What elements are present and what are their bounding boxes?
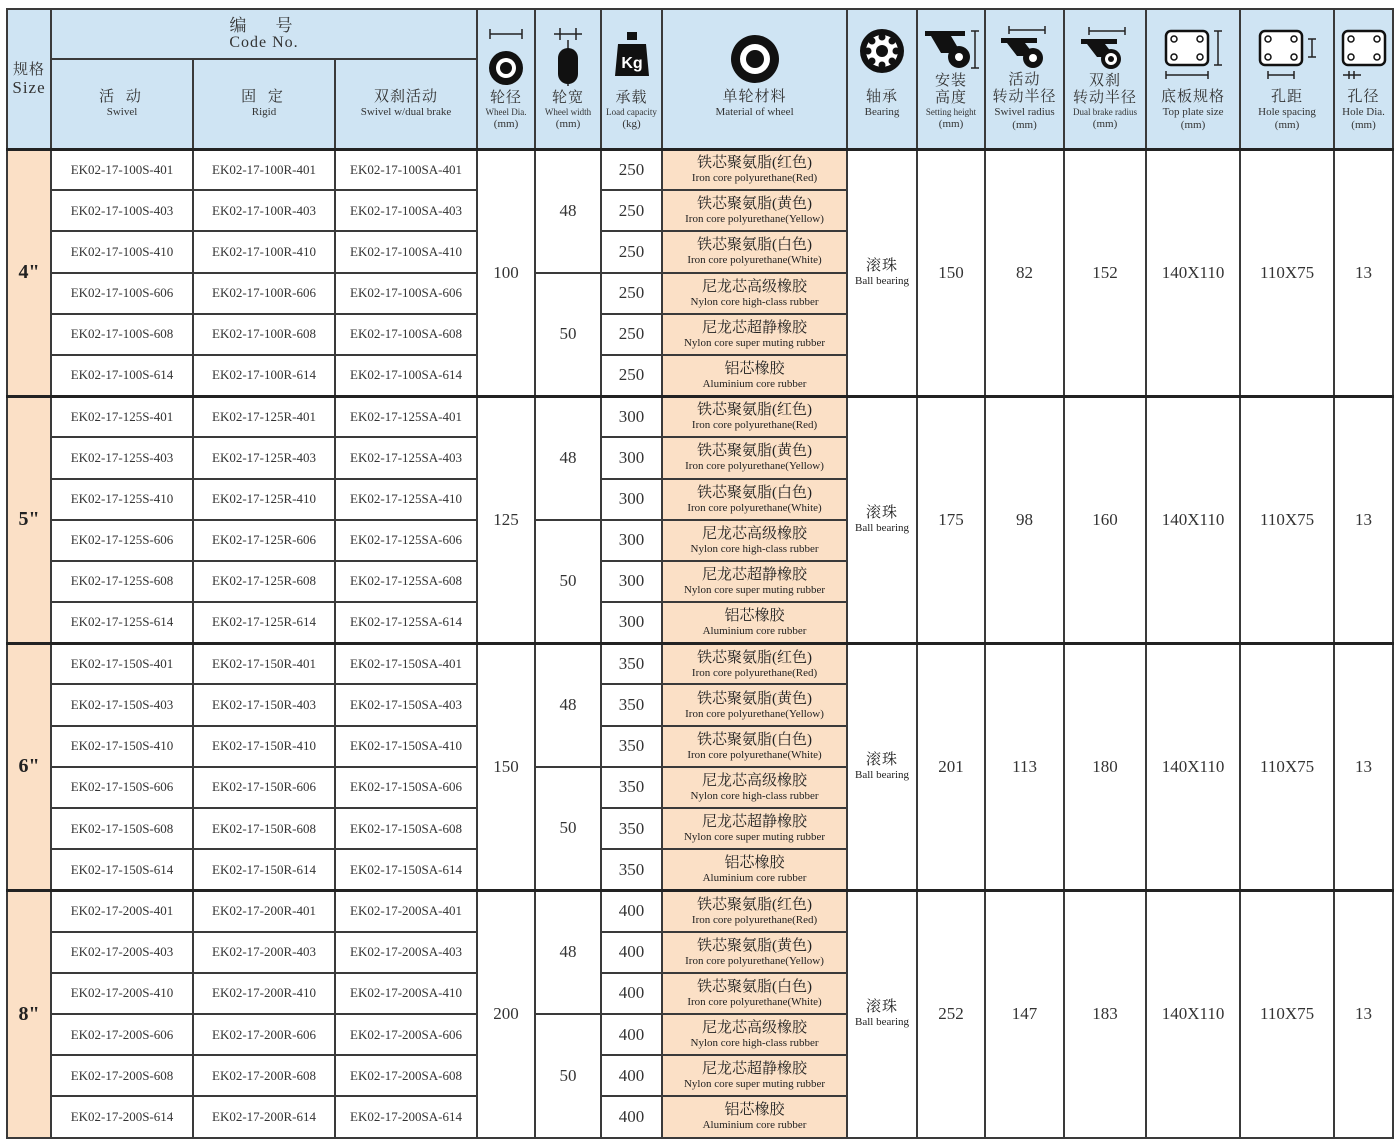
load-cell: 350 bbox=[601, 767, 662, 808]
material-cell bbox=[662, 767, 847, 808]
header-top-plate: 底板规格 Top plate size (mm) bbox=[1146, 9, 1240, 149]
load-cell: 250 bbox=[601, 355, 662, 396]
rigid-code: EK02-17-125R-606 bbox=[193, 520, 335, 561]
rigid-code: EK02-17-200R-410 bbox=[193, 973, 335, 1014]
material-zh: 铁芯聚氨脂(黄色) bbox=[697, 196, 813, 213]
swivel-brake-code: EK02-17-200SA-614 bbox=[335, 1096, 477, 1137]
material-zh: 尼龙芯超静橡胶 bbox=[702, 319, 808, 336]
rigid-code: EK02-17-200R-614 bbox=[193, 1096, 335, 1137]
material-cell bbox=[662, 479, 847, 520]
rigid-code: EK02-17-100R-606 bbox=[193, 273, 335, 314]
dual-brake-radius-icon bbox=[1075, 27, 1135, 71]
load-cell: 300 bbox=[601, 520, 662, 561]
swivel-brake-code: EK02-17-100SA-410 bbox=[335, 231, 477, 272]
swivel-code: EK02-17-200S-401 bbox=[51, 890, 193, 931]
material-en: Nylon core super muting rubber bbox=[683, 336, 826, 349]
header-swivel-radius: 活动 转动半径 Swivel radius (mm) bbox=[985, 9, 1064, 149]
swivel-code: EK02-17-150S-608 bbox=[51, 808, 193, 849]
table-row bbox=[7, 890, 1393, 931]
swivel-code: EK02-17-150S-606 bbox=[51, 767, 193, 808]
swivel-brake-code: EK02-17-100SA-614 bbox=[335, 355, 477, 396]
wheel-width-cell: 48 bbox=[535, 396, 601, 520]
rigid-code: EK02-17-150R-608 bbox=[193, 808, 335, 849]
hole-spacing-cell: 110X75 bbox=[1240, 149, 1334, 396]
material-zh: 铁芯聚氨脂(黄色) bbox=[697, 937, 813, 954]
table-row bbox=[7, 396, 1393, 437]
material-zh: 铝芯橡胶 bbox=[724, 855, 785, 872]
material-en: Aluminium core rubber bbox=[702, 1119, 807, 1132]
swivel-brake-code: EK02-17-200SA-606 bbox=[335, 1014, 477, 1055]
material-cell bbox=[662, 808, 847, 849]
dual-brake-radius-cell: 183 bbox=[1064, 890, 1146, 1137]
bearing-en: Ball bearing bbox=[854, 768, 910, 781]
swivel-code: EK02-17-100S-403 bbox=[51, 190, 193, 231]
dual-brake-radius-cell: 152 bbox=[1064, 149, 1146, 396]
load-cell: 250 bbox=[601, 190, 662, 231]
setting-height-cell: 201 bbox=[917, 643, 985, 890]
material-cell bbox=[662, 932, 847, 973]
material-en: Nylon core super muting rubber bbox=[683, 831, 826, 844]
material-en: Nylon core super muting rubber bbox=[683, 1078, 826, 1091]
material-zh: 铁芯聚氨脂(白色) bbox=[697, 731, 813, 748]
material-en: Iron core polyurethane(Yellow) bbox=[685, 460, 824, 473]
swivel-radius-cell: 113 bbox=[985, 643, 1064, 890]
material-zh: 铁芯聚氨脂(白色) bbox=[697, 484, 813, 501]
bearing-en: Ball bearing bbox=[854, 1016, 910, 1029]
swivel-radius-cell: 82 bbox=[985, 149, 1064, 396]
swivel-code: EK02-17-100S-410 bbox=[51, 231, 193, 272]
hole-dia-cell: 13 bbox=[1334, 643, 1393, 890]
swivel-brake-code: EK02-17-125SA-608 bbox=[335, 561, 477, 602]
rigid-code: EK02-17-200R-401 bbox=[193, 890, 335, 931]
swivel-brake-code: EK02-17-125SA-614 bbox=[335, 602, 477, 643]
swivel-code: EK02-17-100S-614 bbox=[51, 355, 193, 396]
material-zh: 尼龙芯高级橡胶 bbox=[702, 1020, 808, 1037]
material-cell bbox=[662, 149, 847, 190]
bearing-cell bbox=[847, 149, 917, 396]
top-plate-cell: 140X110 bbox=[1146, 149, 1240, 396]
swivel-brake-code: EK02-17-150SA-614 bbox=[335, 849, 477, 890]
hole-dia-cell: 13 bbox=[1334, 149, 1393, 396]
material-cell bbox=[662, 890, 847, 931]
swivel-code: EK02-17-150S-410 bbox=[51, 726, 193, 767]
load-cell: 400 bbox=[601, 1014, 662, 1055]
material-cell bbox=[662, 396, 847, 437]
material-zh: 铁芯聚氨脂(红色) bbox=[697, 649, 813, 666]
material-cell bbox=[662, 561, 847, 602]
material-en: Iron core polyurethane(Yellow) bbox=[685, 213, 824, 226]
load-cell: 250 bbox=[601, 273, 662, 314]
wheel-width-cell: 50 bbox=[535, 520, 601, 644]
rigid-code: EK02-17-150R-614 bbox=[193, 849, 335, 890]
rigid-code: EK02-17-150R-410 bbox=[193, 726, 335, 767]
wheel-width-cell: 50 bbox=[535, 767, 601, 891]
swivel-brake-code: EK02-17-150SA-403 bbox=[335, 684, 477, 725]
swivel-brake-code: EK02-17-200SA-608 bbox=[335, 1055, 477, 1096]
material-zh: 尼龙芯超静橡胶 bbox=[702, 814, 808, 831]
material-cell bbox=[662, 1096, 847, 1137]
swivel-radius-icon bbox=[995, 26, 1055, 70]
material-en: Aluminium core rubber bbox=[702, 872, 807, 885]
spec-table-wrapper bbox=[6, 8, 1394, 1139]
swivel-brake-code: EK02-17-125SA-401 bbox=[335, 396, 477, 437]
swivel-brake-code: EK02-17-100SA-403 bbox=[335, 190, 477, 231]
wheel-diameter-icon bbox=[486, 26, 526, 88]
material-cell bbox=[662, 520, 847, 561]
swivel-code: EK02-17-100S-401 bbox=[51, 149, 193, 190]
load-cell: 300 bbox=[601, 602, 662, 643]
swivel-code: EK02-17-200S-403 bbox=[51, 932, 193, 973]
bearing-zh: 滚珠 bbox=[866, 751, 899, 768]
wheel-material-icon bbox=[725, 25, 785, 87]
material-en: Nylon core high-class rubber bbox=[690, 542, 819, 555]
header-swivel-brake: 双刹活动 Swivel w/dual brake bbox=[335, 59, 477, 149]
wheel-width-cell: 48 bbox=[535, 149, 601, 273]
hole-spacing-icon bbox=[1252, 25, 1322, 87]
material-cell bbox=[662, 684, 847, 725]
load-cell: 300 bbox=[601, 479, 662, 520]
hole-spacing-cell: 110X75 bbox=[1240, 643, 1334, 890]
material-zh: 铁芯聚氨脂(红色) bbox=[697, 155, 813, 172]
hole-diameter-icon bbox=[1339, 25, 1389, 87]
swivel-code: EK02-17-100S-606 bbox=[51, 273, 193, 314]
material-cell bbox=[662, 643, 847, 684]
hole-dia-cell: 13 bbox=[1334, 890, 1393, 1137]
load-cell: 250 bbox=[601, 231, 662, 272]
material-cell bbox=[662, 726, 847, 767]
swivel-code: EK02-17-125S-410 bbox=[51, 479, 193, 520]
load-cell: 400 bbox=[601, 1055, 662, 1096]
material-en: Iron core polyurethane(White) bbox=[687, 254, 822, 267]
swivel-radius-cell: 98 bbox=[985, 396, 1064, 643]
swivel-brake-code: EK02-17-200SA-403 bbox=[335, 932, 477, 973]
hole-dia-cell: 13 bbox=[1334, 396, 1393, 643]
swivel-brake-code: EK02-17-150SA-606 bbox=[335, 767, 477, 808]
material-en: Iron core polyurethane(White) bbox=[687, 748, 822, 761]
swivel-code: EK02-17-150S-401 bbox=[51, 643, 193, 684]
bearing-cell bbox=[847, 890, 917, 1137]
setting-height-cell: 175 bbox=[917, 396, 985, 643]
swivel-brake-code: EK02-17-200SA-410 bbox=[335, 973, 477, 1014]
spec-table-body bbox=[7, 149, 1393, 1138]
bearing-zh: 滚珠 bbox=[866, 257, 899, 274]
material-en: Aluminium core rubber bbox=[702, 377, 807, 390]
material-zh: 铝芯橡胶 bbox=[724, 607, 785, 624]
bearing-en: Ball bearing bbox=[854, 521, 910, 534]
header-bearing: 轴承 Bearing bbox=[847, 9, 917, 149]
material-cell bbox=[662, 602, 847, 643]
swivel-brake-code: EK02-17-125SA-606 bbox=[335, 520, 477, 561]
rigid-code: EK02-17-200R-403 bbox=[193, 932, 335, 973]
material-en: Iron core polyurethane(Red) bbox=[691, 666, 818, 679]
rigid-code: EK02-17-150R-401 bbox=[193, 643, 335, 684]
material-en: Iron core polyurethane(White) bbox=[687, 501, 822, 514]
material-zh: 铝芯橡胶 bbox=[724, 360, 785, 377]
size-cell: 8" bbox=[7, 890, 51, 1137]
material-cell bbox=[662, 273, 847, 314]
wheel-width-cell: 50 bbox=[535, 1014, 601, 1138]
table-row bbox=[7, 149, 1393, 190]
swivel-radius-cell: 147 bbox=[985, 890, 1064, 1137]
load-cell: 350 bbox=[601, 726, 662, 767]
material-cell bbox=[662, 849, 847, 890]
svg-text:Kg: Kg bbox=[620, 55, 643, 73]
swivel-code: EK02-17-200S-410 bbox=[51, 973, 193, 1014]
swivel-code: EK02-17-125S-614 bbox=[51, 602, 193, 643]
bearing-zh: 滚珠 bbox=[866, 999, 899, 1016]
wheel-width-cell: 50 bbox=[535, 273, 601, 397]
swivel-code: EK02-17-125S-401 bbox=[51, 396, 193, 437]
swivel-brake-code: EK02-17-100SA-401 bbox=[335, 149, 477, 190]
rigid-code: EK02-17-200R-606 bbox=[193, 1014, 335, 1055]
size-cell: 5" bbox=[7, 396, 51, 643]
wheel-width-icon bbox=[548, 26, 588, 88]
material-zh: 铁芯聚氨脂(白色) bbox=[697, 978, 813, 995]
setting-height-cell: 150 bbox=[917, 149, 985, 396]
swivel-code: EK02-17-125S-608 bbox=[51, 561, 193, 602]
hole-spacing-cell: 110X75 bbox=[1240, 396, 1334, 643]
material-en: Iron core polyurethane(Red) bbox=[691, 172, 818, 185]
rigid-code: EK02-17-100R-401 bbox=[193, 149, 335, 190]
rigid-code: EK02-17-125R-410 bbox=[193, 479, 335, 520]
rigid-code: EK02-17-200R-608 bbox=[193, 1055, 335, 1096]
swivel-brake-code: EK02-17-100SA-608 bbox=[335, 314, 477, 355]
header-load: Kg 承载 Load capacity (kg) bbox=[601, 9, 662, 149]
rigid-code: EK02-17-125R-608 bbox=[193, 561, 335, 602]
swivel-brake-code: EK02-17-125SA-403 bbox=[335, 437, 477, 478]
load-cell: 400 bbox=[601, 932, 662, 973]
material-cell bbox=[662, 1014, 847, 1055]
swivel-brake-code: EK02-17-200SA-401 bbox=[335, 890, 477, 931]
header-material: 单轮材料 Material of wheel bbox=[662, 9, 847, 149]
material-en: Nylon core super muting rubber bbox=[683, 583, 826, 596]
rigid-code: EK02-17-100R-614 bbox=[193, 355, 335, 396]
load-cell: 350 bbox=[601, 849, 662, 890]
wheel-dia-cell: 125 bbox=[477, 396, 535, 643]
swivel-code: EK02-17-200S-606 bbox=[51, 1014, 193, 1055]
swivel-brake-code: EK02-17-150SA-410 bbox=[335, 726, 477, 767]
material-cell bbox=[662, 973, 847, 1014]
material-cell bbox=[662, 190, 847, 231]
top-plate-cell: 140X110 bbox=[1146, 396, 1240, 643]
header-wheel-width: 轮宽 Wheel width (mm) bbox=[535, 9, 601, 149]
material-en: Iron core polyurethane(Yellow) bbox=[685, 954, 824, 967]
rigid-code: EK02-17-125R-614 bbox=[193, 602, 335, 643]
material-zh: 铁芯聚氨脂(白色) bbox=[697, 237, 813, 254]
bearing-cell bbox=[847, 643, 917, 890]
swivel-code: EK02-17-100S-608 bbox=[51, 314, 193, 355]
swivel-brake-code: EK02-17-150SA-608 bbox=[335, 808, 477, 849]
load-cell: 250 bbox=[601, 149, 662, 190]
load-cell: 350 bbox=[601, 684, 662, 725]
header-dual-brake-radius: 双刹 转动半径 Dual brake radius (mm) bbox=[1064, 9, 1146, 149]
load-cell: 300 bbox=[601, 561, 662, 602]
dual-brake-radius-cell: 160 bbox=[1064, 396, 1146, 643]
table-row bbox=[7, 643, 1393, 684]
material-zh: 尼龙芯高级橡胶 bbox=[702, 525, 808, 542]
material-zh: 铁芯聚氨脂(红色) bbox=[697, 896, 813, 913]
material-zh: 铁芯聚氨脂(黄色) bbox=[697, 443, 813, 460]
load-cell: 250 bbox=[601, 314, 662, 355]
size-cell: 4" bbox=[7, 149, 51, 396]
ball-bearing-icon bbox=[857, 25, 907, 87]
swivel-code: EK02-17-125S-606 bbox=[51, 520, 193, 561]
material-cell bbox=[662, 355, 847, 396]
load-cell: 400 bbox=[601, 890, 662, 931]
bearing-cell bbox=[847, 396, 917, 643]
bearing-zh: 滚珠 bbox=[866, 504, 899, 521]
wheel-width-cell: 48 bbox=[535, 643, 601, 767]
material-en: Nylon core high-class rubber bbox=[690, 1037, 819, 1050]
material-zh: 尼龙芯超静橡胶 bbox=[702, 566, 808, 583]
rigid-code: EK02-17-100R-608 bbox=[193, 314, 335, 355]
weight-icon bbox=[612, 26, 652, 88]
header-setting-height: 安装 高度 Setting height (mm) bbox=[917, 9, 985, 149]
bearing-en: Ball bearing bbox=[854, 274, 910, 287]
swivel-code: EK02-17-125S-403 bbox=[51, 437, 193, 478]
size-cell: 6" bbox=[7, 643, 51, 890]
material-cell bbox=[662, 314, 847, 355]
wheel-dia-cell: 100 bbox=[477, 149, 535, 396]
material-en: Nylon core high-class rubber bbox=[690, 789, 819, 802]
material-en: Iron core polyurethane(White) bbox=[687, 995, 822, 1008]
material-zh: 铁芯聚氨脂(红色) bbox=[697, 402, 813, 419]
header-wheel-dia: 轮径 Wheel Dia. (mm) bbox=[477, 9, 535, 149]
top-plate-icon bbox=[1158, 25, 1228, 87]
top-plate-cell: 140X110 bbox=[1146, 890, 1240, 1137]
wheel-dia-cell: 150 bbox=[477, 643, 535, 890]
rigid-code: EK02-17-150R-403 bbox=[193, 684, 335, 725]
material-en: Iron core polyurethane(Red) bbox=[691, 419, 818, 432]
rigid-code: EK02-17-100R-410 bbox=[193, 231, 335, 272]
load-cell: 400 bbox=[601, 1096, 662, 1137]
header-hole-dia: 孔径 Hole Dia. (mm) bbox=[1334, 9, 1393, 149]
rigid-code: EK02-17-125R-403 bbox=[193, 437, 335, 478]
header-swivel: 活 动 Swivel bbox=[51, 59, 193, 149]
swivel-code: EK02-17-150S-614 bbox=[51, 849, 193, 890]
header-size: 规格 Size bbox=[7, 9, 51, 149]
swivel-code: EK02-17-200S-614 bbox=[51, 1096, 193, 1137]
rigid-code: EK02-17-150R-606 bbox=[193, 767, 335, 808]
caster-spec-table bbox=[6, 8, 1394, 1139]
wheel-dia-cell: 200 bbox=[477, 890, 535, 1137]
rigid-code: EK02-17-100R-403 bbox=[193, 190, 335, 231]
header-code-no: 编 号 Code No. bbox=[51, 9, 477, 59]
swivel-brake-code: EK02-17-125SA-410 bbox=[335, 479, 477, 520]
material-zh: 铝芯橡胶 bbox=[724, 1102, 785, 1119]
top-plate-cell: 140X110 bbox=[1146, 643, 1240, 890]
swivel-code: EK02-17-200S-608 bbox=[51, 1055, 193, 1096]
material-zh: 尼龙芯高级橡胶 bbox=[702, 278, 808, 295]
load-cell: 350 bbox=[601, 643, 662, 684]
swivel-code: EK02-17-150S-403 bbox=[51, 684, 193, 725]
material-zh: 尼龙芯超静橡胶 bbox=[702, 1061, 808, 1078]
hole-spacing-cell: 110X75 bbox=[1240, 890, 1334, 1137]
material-en: Iron core polyurethane(Yellow) bbox=[685, 707, 824, 720]
load-cell: 300 bbox=[601, 437, 662, 478]
dual-brake-radius-cell: 180 bbox=[1064, 643, 1146, 890]
load-cell: 400 bbox=[601, 973, 662, 1014]
load-cell: 350 bbox=[601, 808, 662, 849]
wheel-width-cell: 48 bbox=[535, 890, 601, 1014]
swivel-brake-code: EK02-17-150SA-401 bbox=[335, 643, 477, 684]
material-cell bbox=[662, 1055, 847, 1096]
material-zh: 尼龙芯高级橡胶 bbox=[702, 772, 808, 789]
swivel-brake-code: EK02-17-100SA-606 bbox=[335, 273, 477, 314]
material-en: Iron core polyurethane(Red) bbox=[691, 913, 818, 926]
setting-height-icon bbox=[921, 27, 981, 71]
header-rigid: 固 定 Rigid bbox=[193, 59, 335, 149]
material-zh: 铁芯聚氨脂(黄色) bbox=[697, 690, 813, 707]
rigid-code: EK02-17-125R-401 bbox=[193, 396, 335, 437]
material-cell bbox=[662, 231, 847, 272]
material-cell bbox=[662, 437, 847, 478]
material-en: Nylon core high-class rubber bbox=[690, 295, 819, 308]
material-en: Aluminium core rubber bbox=[702, 624, 807, 637]
setting-height-cell: 252 bbox=[917, 890, 985, 1137]
header-hole-spacing: 孔距 Hole spacing (mm) bbox=[1240, 9, 1334, 149]
load-cell: 300 bbox=[601, 396, 662, 437]
